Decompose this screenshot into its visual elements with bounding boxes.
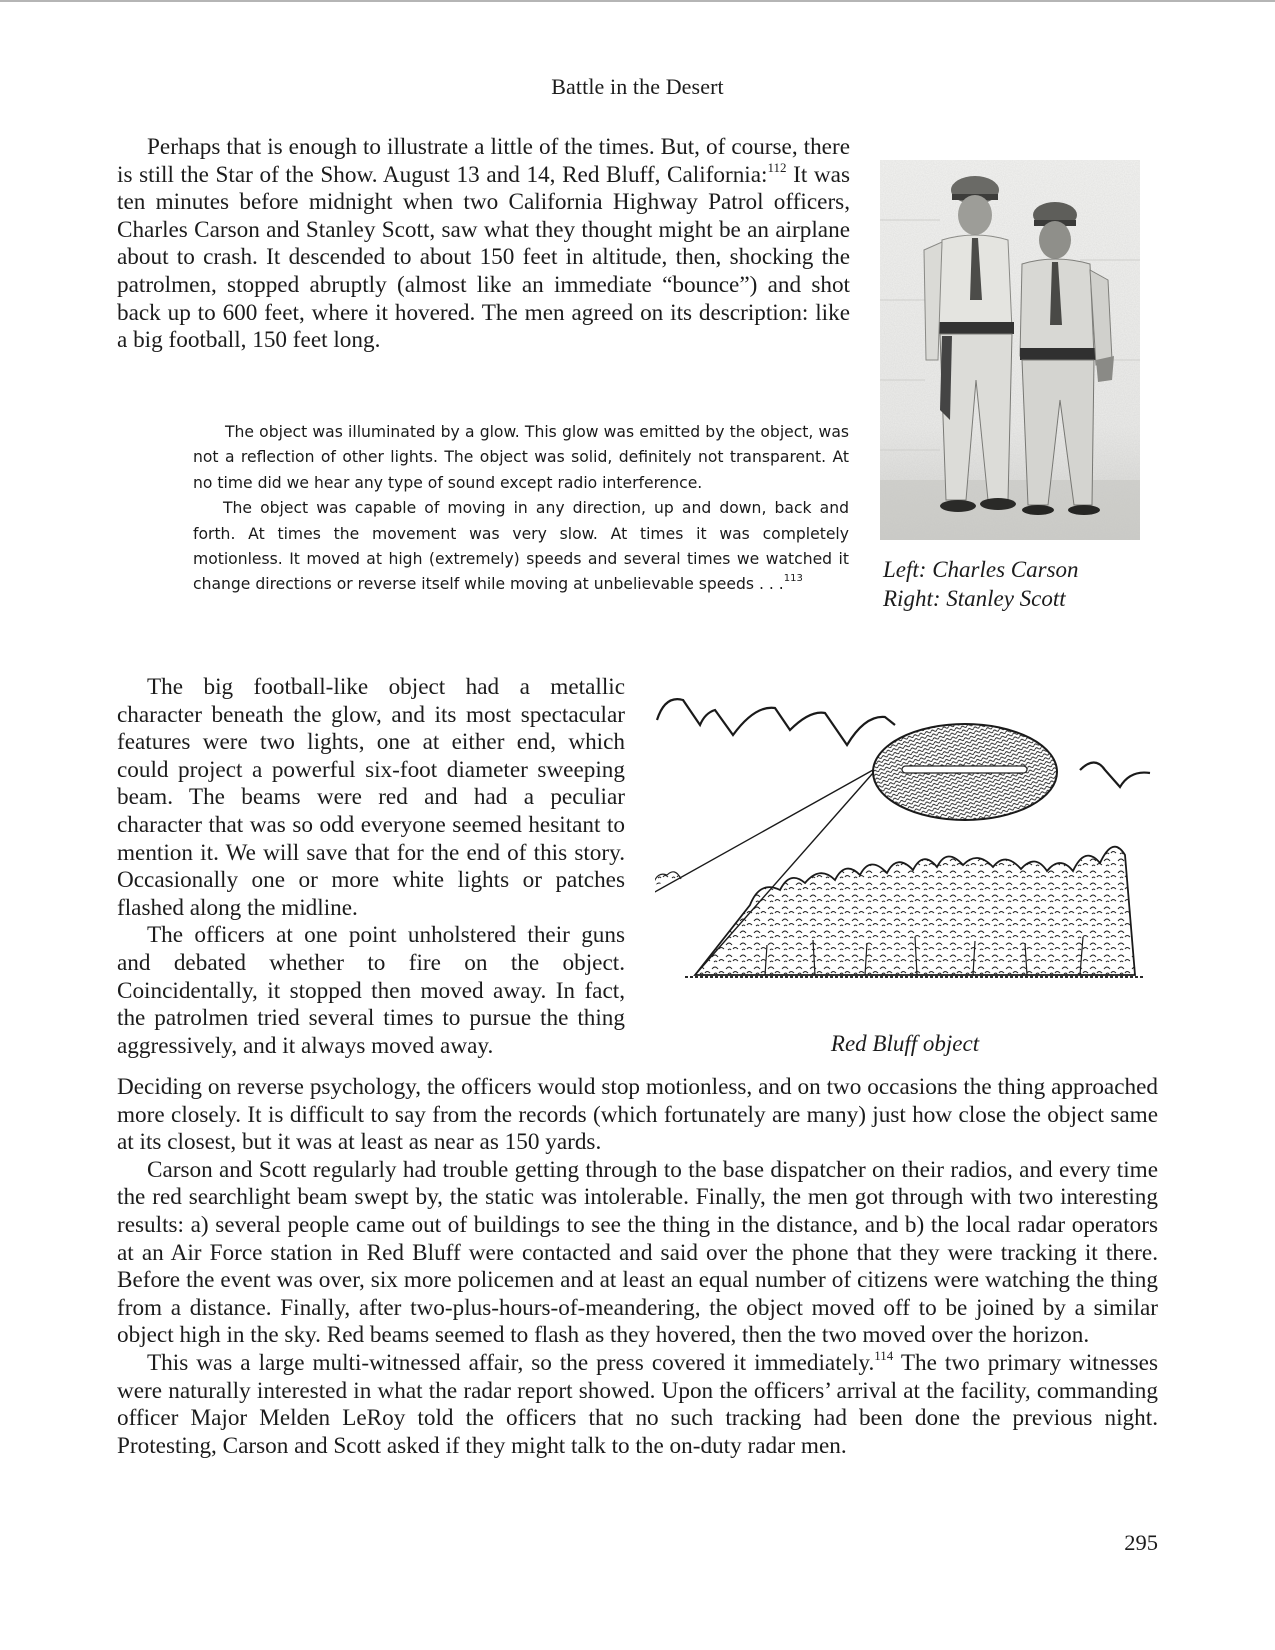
middle-paragraph-1: The big football-like object had a metallic character beneath the glow, and its most spectacular features were two lights, one at either end, which could project a powerful six-foot diameter sweeping beam. The beams were red and had a peculiar character that was so odd everyone seemed hesitant to mention it. We will save that for the end of this story. Occasionally one or more white lights or patches flashed along the midline. bbox=[117, 674, 625, 921]
red-bluff-drawing-image bbox=[655, 675, 1155, 1025]
mountain-ridge-left bbox=[657, 699, 895, 745]
running-head: Battle in the Desert bbox=[551, 74, 724, 99]
page-number: 295 bbox=[1124, 1530, 1158, 1555]
lower-paragraph-radios: Carson and Scott regularly had trouble getting through to the base dispatcher on their radios, and every time the red searchlight beam swept by, the static was intolerable. Finally, the men got through with two interesting results: a) several people came out of buildings to see the thing in the distance, and b) the local radar operators at an Air Force station in Red Bluff were contacted and said over the phone that they were tracking it there. Before the event was over, six more policemen and at least an equal number of citizens were watching the thing from a distance. Finally, after two-plus-hours-of-meandering, the object moved off to be joined by a similar object high in the sky. Red beams seemed to flash as they hovered, then the two moved over the horizon. bbox=[117, 1156, 1158, 1349]
quote-paragraph-2 bbox=[193, 496, 849, 598]
middle-paragraph-2: The officers at one point unholstered their guns and debated whether to fire on the object. Coincidentally, it stopped then moved away. In fact, the patrolmen tried several times to pursue the thing aggressively, and it always moved away. bbox=[117, 922, 625, 1059]
footnote-ref-113[interactable]: 113 bbox=[783, 573, 803, 585]
officers-photo-image bbox=[880, 160, 1140, 540]
intro-text-part2: It was ten minutes before midnight when two California Highway Patrol officers, Charles Carson and Stanley Scott, saw what they thought might be an airplane about to crash. It descended to about 150 feet in altitude, then, shocking the patrolmen, stopped abruptly (almost like an immediate “bounce”) and shot back up to 600 feet, where it hovered. The men agreed on its description: like a big football, 150 feet long. bbox=[117, 161, 850, 354]
drawing-caption: Red Bluff object bbox=[830, 1031, 980, 1056]
photo-caption bbox=[883, 555, 1143, 613]
mountain-ridge-right bbox=[1080, 763, 1150, 788]
witness-quote bbox=[193, 420, 849, 598]
tree-line bbox=[695, 847, 1135, 975]
page-top-border bbox=[0, 0, 1275, 2]
lower-paragraph-press bbox=[117, 1347, 1158, 1460]
photo-caption-left: Left: Charles Carson bbox=[883, 557, 1079, 582]
intro-text-part1: Perhaps that is enough to illustrate a little of the times. But, of course, there is still the Star of the Show. August 13 and 14, Red Bluff, California: bbox=[117, 134, 850, 188]
photo-caption-right: Right: Stanley Scott bbox=[883, 586, 1066, 611]
lower-paragraph-continued: Deciding on reverse psychology, the officers would stop motionless, and on two occasions the thing approached more closely. It is difficult to say from the records (which fortunately are many) just how close the object same at its closest, but it was at least as near as 150 yards. bbox=[117, 1074, 1158, 1156]
intro-section bbox=[117, 134, 850, 355]
middle-section bbox=[117, 674, 625, 1060]
press-text-part2: The two primary witnesses were naturally interested in what the radar report showed. Upon the officers’ arrival at the facility, commanding officer Major Melden LeRoy told the officers that no such tracking had been done the previous night. Protesting, Carson and Scott asked if they might talk to the on-duty radar men. bbox=[117, 1349, 1158, 1459]
intro-paragraph bbox=[117, 134, 850, 355]
footnote-ref-112[interactable]: 112 bbox=[767, 159, 787, 175]
quote-paragraph-2-text: The object was capable of moving in any direction, up and down, back and forth. At times the movement was very slow. At times it was completely motionless. It moved at high (extremely) speeds and several times we watched it change directions or reverse itself while moving at unbelievable speeds . . . bbox=[193, 499, 849, 594]
press-text-part1: This was a large multi-witnessed affair, so the press covered it immediately. bbox=[147, 1349, 875, 1376]
quote-paragraph-1: The object was illuminated by a glow. This glow was emitted by the object, was not a reflection of other lights. The object was solid, definitely not transparent. At no time did we hear any type of sound except radio interference. bbox=[193, 423, 849, 492]
officers-photo bbox=[880, 160, 1140, 540]
object-midline-light bbox=[902, 766, 1027, 773]
lower-section bbox=[117, 1074, 1158, 1460]
footnote-ref-114[interactable]: 114 bbox=[874, 1347, 894, 1363]
red-bluff-drawing bbox=[655, 675, 1155, 1025]
